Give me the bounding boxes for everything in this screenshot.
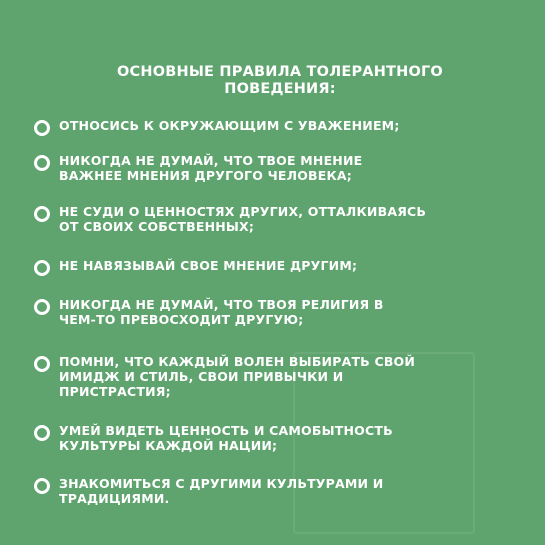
list-item [34, 153, 362, 183]
ring-bullet-icon [34, 120, 50, 136]
rule-text: НЕ НАВЯЗЫВАЙ СВОЕ МНЕНИЕ ДРУГИМ; [59, 258, 358, 273]
rule-text: ЗНАКОМИТЬСЯ С ДРУГИМИ КУЛЬТУРАМИ И ТРАДИЦИЯМИ. [59, 476, 384, 506]
list-item [34, 204, 426, 234]
ring-bullet-icon [34, 356, 50, 372]
rule-text: ОТНОСИСЬ К ОКРУЖАЮЩИМ С УВАЖЕНИЕМ; [59, 118, 400, 133]
rule-text: НИКОГДА НЕ ДУМАЙ, ЧТО ТВОЕ МНЕНИЕ ВАЖНЕЕ МНЕНИЯ ДРУГОГО ЧЕЛОВЕКА; [59, 153, 363, 183]
rule-text: ПОМНИ, ЧТО КАЖДЫЙ ВОЛЕН ВЫБИРАТЬ СВОЙ ИМИДЖ И СТИЛЬ, СВОИ ПРИВЫЧКИ И ПРИСТРАСТИЯ; [59, 354, 416, 399]
list-item [34, 423, 393, 453]
list-item [34, 476, 383, 506]
ring-bullet-icon [34, 299, 50, 315]
rule-text: УМЕЙ ВИДЕТЬ ЦЕННОСТЬ И САМОБЫТНОСТЬ КУЛЬТУРЫ КАЖДОЙ НАЦИИ; [59, 423, 393, 453]
list-item [34, 354, 415, 399]
ring-bullet-icon [34, 425, 50, 441]
ring-bullet-icon [34, 260, 50, 276]
ring-bullet-icon [34, 155, 50, 171]
rule-text: НИКОГДА НЕ ДУМАЙ, ЧТО ТВОЯ РЕЛИГИЯ В ЧЕМ-ТО ПРЕВОСХОДИТ ДРУГУЮ; [59, 297, 384, 327]
rule-text: НЕ СУДИ О ЦЕННОСТЯХ ДРУГИХ, ОТТАЛКИВАЯСЬ ОТ СВОИХ СОБСТВЕННЫХ; [59, 204, 427, 234]
list-item [34, 297, 384, 327]
ring-bullet-icon [34, 478, 50, 494]
page-title: ОСНОВНЫЕ ПРАВИЛА ТОЛЕРАНТНОГО ПОВЕДЕНИЯ: [117, 64, 443, 97]
list-item [34, 258, 357, 276]
ring-bullet-icon [34, 206, 50, 222]
list-item [34, 118, 400, 136]
